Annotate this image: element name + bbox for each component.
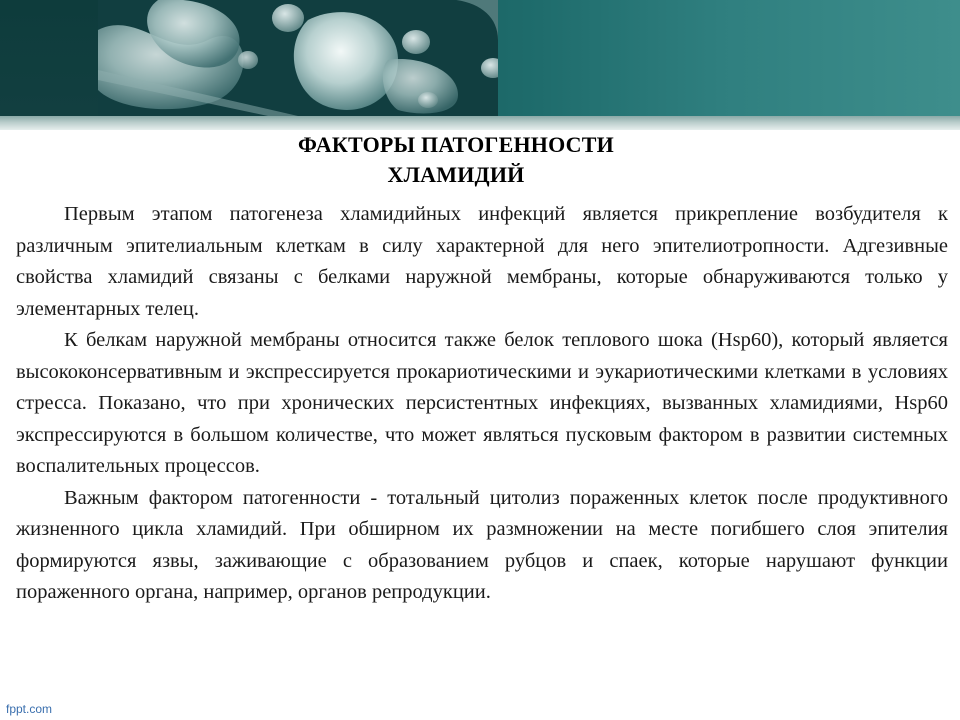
header-divider-band: [0, 116, 960, 130]
slide-title-line-2: ХЛАМИДИЙ: [387, 162, 525, 187]
paragraph-cytolysis: Важным фактором патогенности - тотальный цитолиз пораженных клеток после продуктивного жизненного цикла хламидий. При обширном их размножении на месте погибшего слоя эпителия формируются язвы, заживающие с образованием рубцов и спаек, которые нарушают функции пораженного органа, например, органов репродукции.: [16, 486, 948, 603]
header-left-block: [0, 0, 98, 116]
bacteria-illustration: [98, 0, 498, 116]
slide-title: [0, 130, 912, 190]
slide-title-line-1: ФАКТОРЫ ПАТОГЕННОСТИ: [298, 132, 614, 157]
footer-watermark: fppt.com: [6, 702, 53, 716]
paragraph-adhesion: Первым этапом патогенеза хламидийных инфекций является прикрепление возбудителя к различным эпителиальным клеткам в силу характерной для него эпителиотропности. Адгезивные свойства хламидий связаны с белками наружной мембраны, которые обнаруживаются только у элементарных телец.: [16, 203, 948, 320]
bacteria-microscopy-image: [98, 0, 498, 116]
slide-body: [16, 199, 948, 609]
paragraph-hsp60: К белкам наружной мембраны относится также белок теплового шока (Hsp60), который является высококонсервативным и экспрессируется прокариотическими и эукариотическими клетками в условиях стресса. Показано, что при хронических персистентных инфекциях, вызванных хламидиями, Hsp60 экспрессируются в большом количестве, что может являться пусковым фактором в развитии системных воспалительных процессов.: [16, 329, 948, 477]
slide-header: [0, 0, 960, 116]
